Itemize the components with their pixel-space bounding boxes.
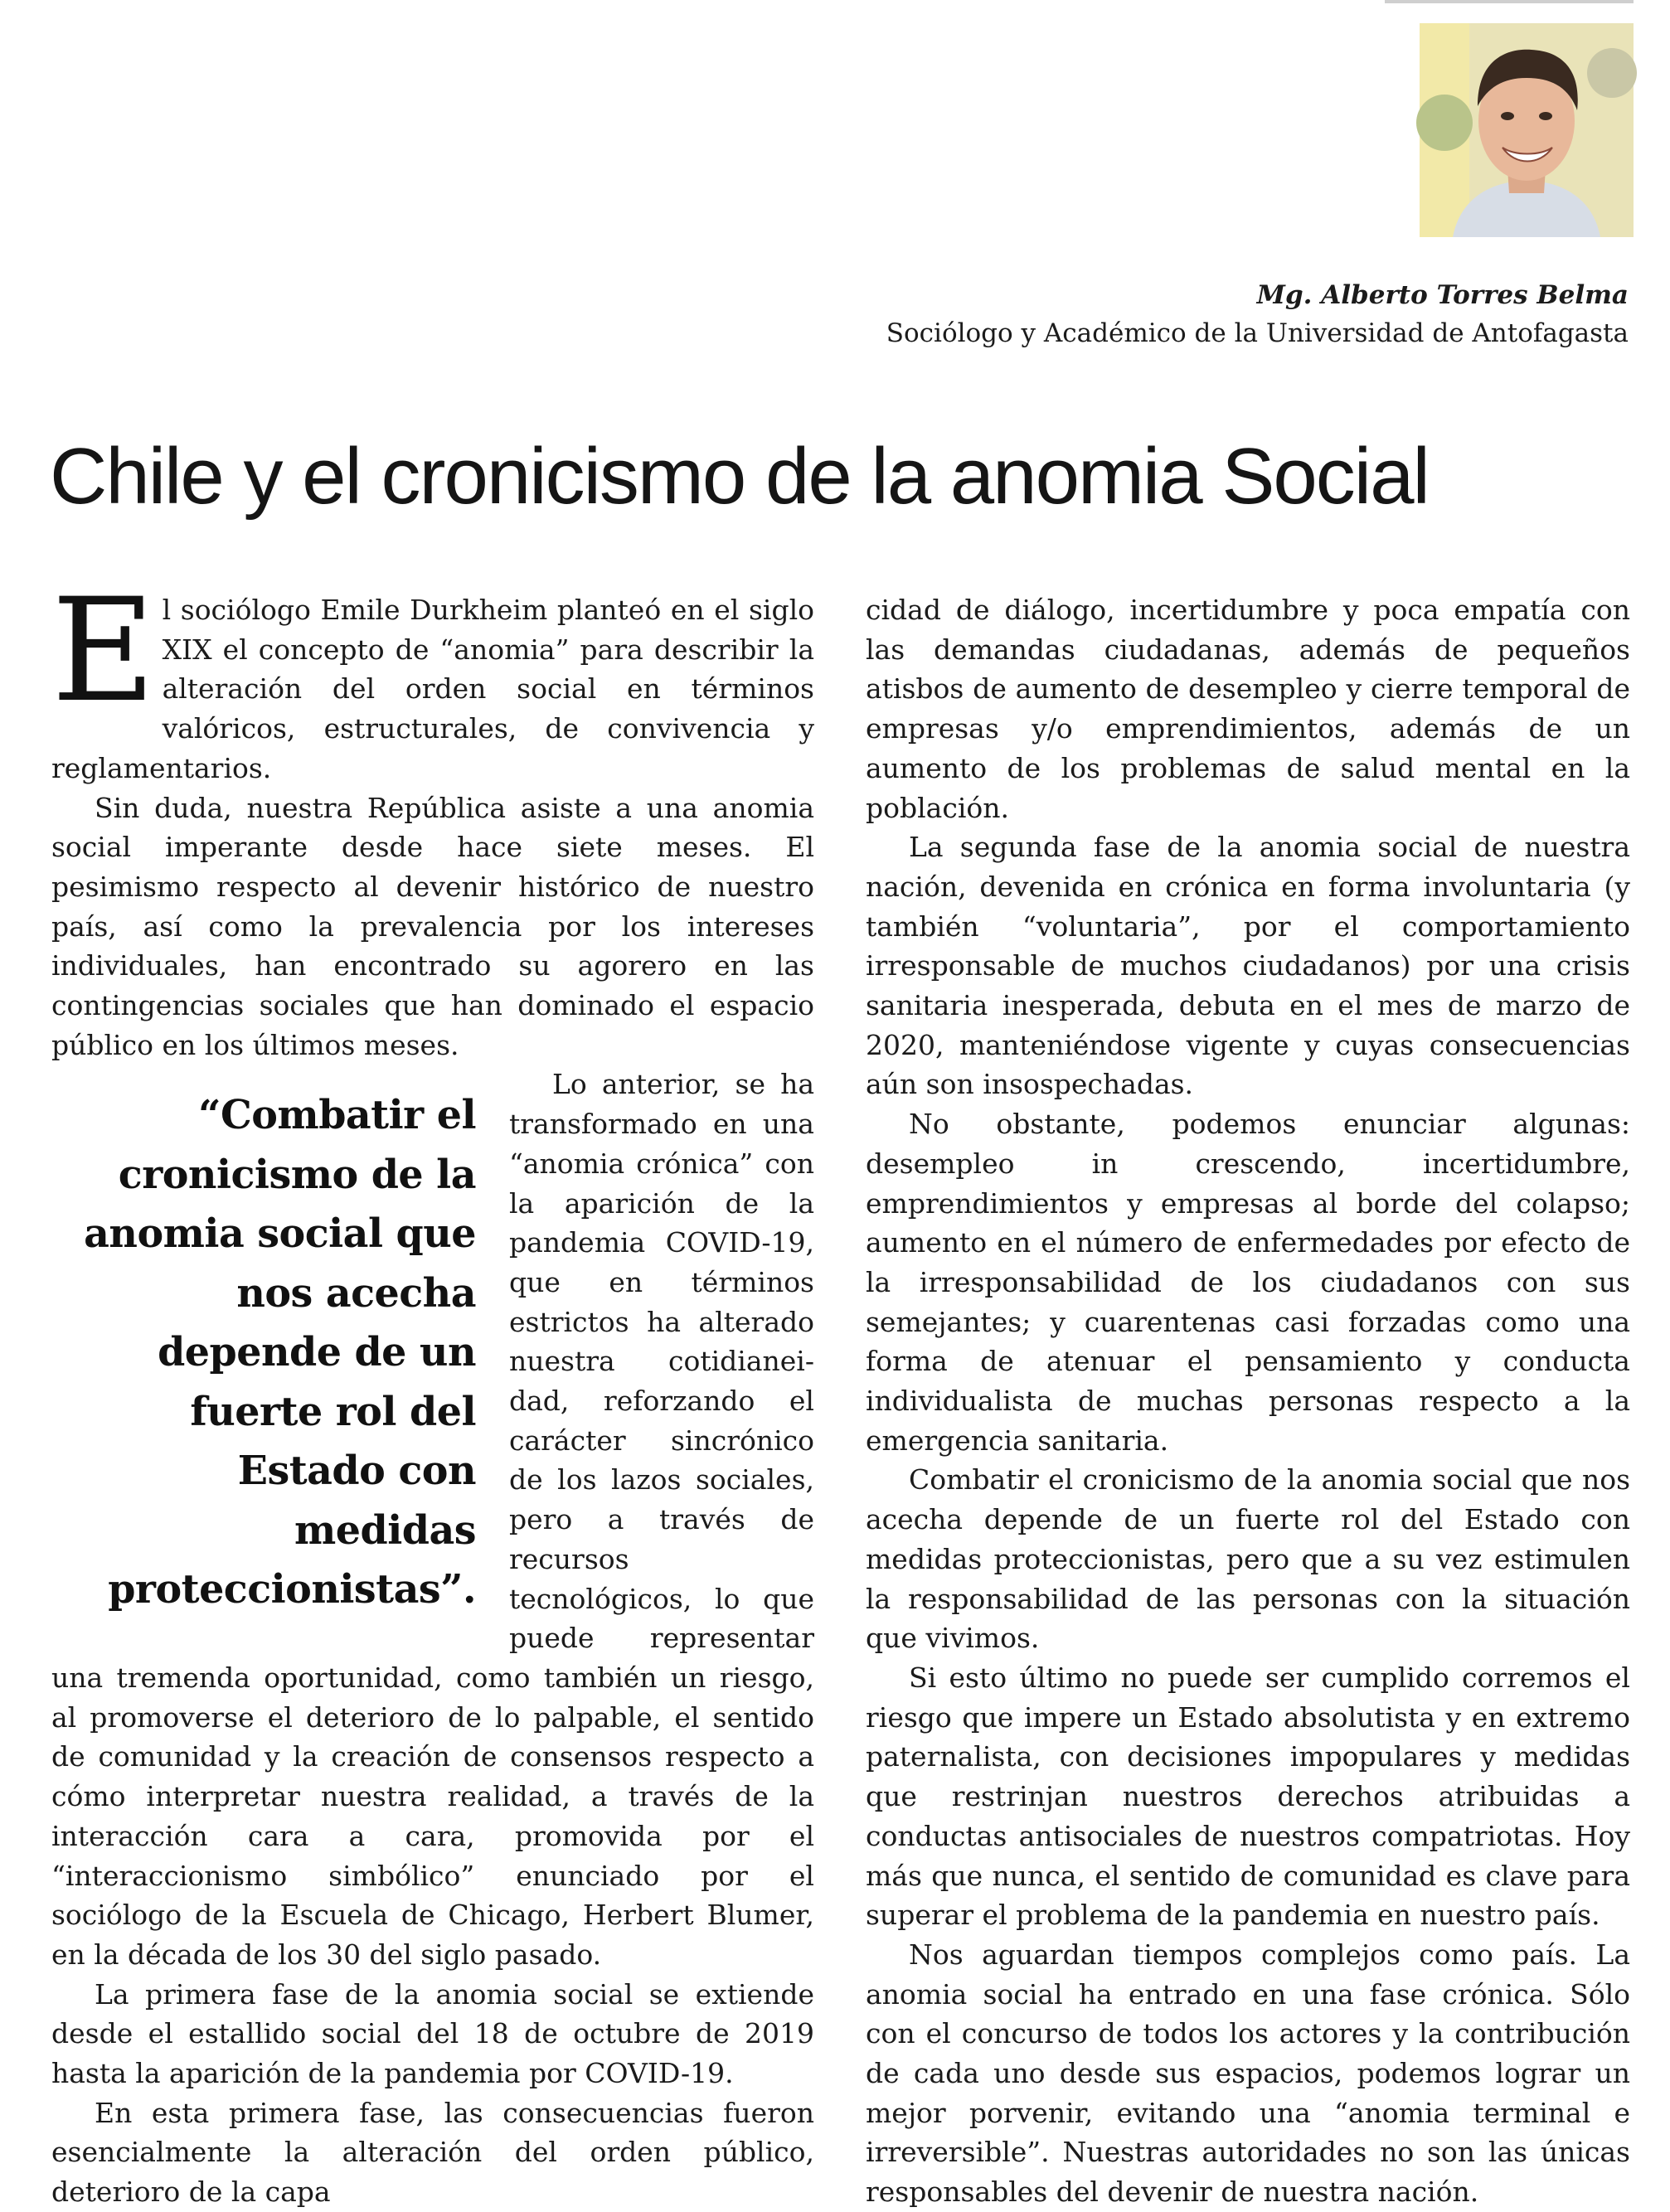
author-block — [886, 276, 1629, 352]
author-role: Sociólogo y Académico de la Universidad de Antofagasta — [886, 318, 1629, 348]
paragraph-9: Si esto último no puede ser cumplido corremos el riesgo que impere un Estado absolutista y en extremo paternalista, con decisiones impopulares y medidas que restrinjan nuestros derechos atribuidas a conductas antisociales de nuestros compatriotas. Hoy más que nunca, el sentido de comunidad es clave para superar el problema de la pandemia en nuestro país. — [866, 1661, 1630, 1932]
headline: Chile y el cronicismo de la anomia Social — [50, 432, 1429, 521]
paragraph-7: No obstante, podemos enunciar algunas: desempleo in crescendo, incertidumbre, emprendimientos y empresas al borde del colapso; aumento en el número de enfermedades por efecto de la irresponsabilidad de los ciudadanos con sus semejantes; y cuarentenas casi forzadas como una forma de atenuar el pensamiento y conducta individualista de muchas personas respecto a la emergencia sanitaria. — [866, 1108, 1630, 1457]
paragraph-3: Lo anterior, se ha transformado en una “anomia crónica” con la aparición de la pandemia COVID-19, que en términos estrictos ha alterado nuestra cotidianeidad, reforzando el carácter sincrónico de los lazos sociales, pero a través de recursos tecnológicos, lo que puede representar una tremenda oportunidad, como también un riesgo, al promoverse el deterioro de lo palpable, el sentido de comunidad y la creación de consensos respecto a cómo interpretar nuestra realidad, a través de la interacción cara a cara, promovida por el “interaccionismo simbólico” enunciado por el sociólogo de la Escuela de Chicago, Herbert Blumer, en la década de los 30 del siglo pasado. — [51, 1068, 814, 1971]
author-name: Mg. Alberto Torres Belma — [1256, 280, 1629, 310]
top-rule — [1385, 0, 1634, 3]
pull-quote: “Combatir el cronicismo de la anomia social que nos acecha depende de un fuerte rol del Estado con medidas proteccionistas”. — [84, 1092, 476, 1613]
paragraph-4: La primera fase de la anomia social se extiende desde el estallido social del 18 de octubre de 2019 hasta la aparición de la pandemia por COVID-19. — [51, 1977, 814, 2090]
author-portrait-icon — [1420, 23, 1634, 237]
paragraph-5-continued: cidad de diálogo, incertidumbre y poca empatía con las demandas ciudadanas, además de pequeños atisbos de aumento de desempleo y cierre temporal de empresas y/o emprendimientos, además de un aumento de los problemas de salud mental en la población. — [866, 594, 1630, 824]
paragraph-2: Sin duda, nuestra República asiste a una anomia social imperante desde hace siete meses. El pesimismo respecto al devenir histórico de nuestro país, así como la prevalencia por los intereses individuales, han encontrado su agorero en las contingencias sociales que han dominado el espacio público en los últimos meses. — [51, 791, 814, 1061]
paragraph-10: Nos aguardan tiempos complejos como país. La anomia social ha entrado en una fase crónica. Sólo con el concurso de todos los actores y la contribución de cada uno desde sus espacios, podemos lograr un mejor porvenir, evitando una “anomia terminal e irreversible”. Nuestras autoridades no son las únicas responsables del devenir de nuestra nación. — [866, 1938, 1630, 2209]
paragraph-5: En esta primera fase, las consecuencias fueron esencialmente la alteración del orden público, deterioro de la capa — [51, 2096, 814, 2209]
paragraph-1 — [51, 567, 814, 788]
article-column-right — [866, 590, 1630, 2209]
drop-cap: E — [51, 567, 156, 734]
paragraph-6: La segunda fase de la anomia social de nuestra nación, devenida en crónica en forma involuntaria (y también “voluntaria”, por el comportamiento irresponsable de muchos ciudadanos) por una crisis sanitaria inesperada, debuta en el mes de marzo de 2020, manteniéndose vigente y cuyas consecuencias aún son insospechadas. — [866, 831, 1630, 1101]
paragraph-8: Combatir el cronicismo de la anomia social que nos acecha depende de un fuerte rol del Estado con medidas proteccionistas, pero que a su vez estimulen la responsabilidad de las personas con la situación que vivimos. — [866, 1463, 1630, 1655]
article-column-left — [51, 567, 814, 2209]
paragraph-1-text: l sociólogo Emile Durkheim planteó en el siglo XIX el concepto de “anomia” para describir la alteración del orden social en términos valóricos, estructurales, de convivencia y reglamentarios. — [51, 594, 814, 784]
author-photo — [1420, 23, 1634, 237]
